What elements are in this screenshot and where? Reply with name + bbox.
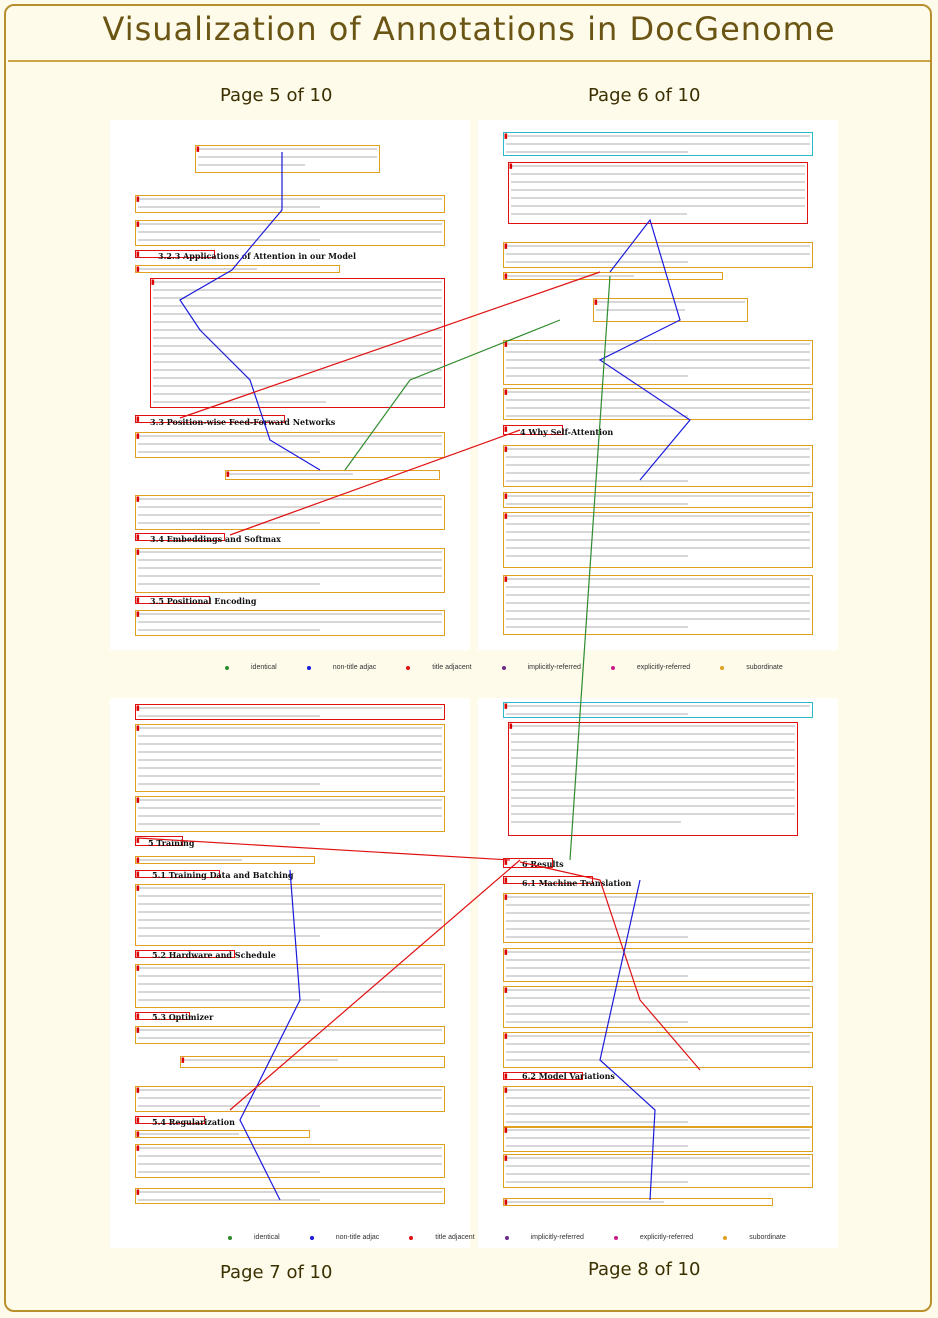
annotation-tag: ▮ (504, 986, 508, 994)
annotation-tag: ▮ (136, 950, 140, 958)
annotation-tag: ▮ (136, 195, 140, 203)
annotation-tag: ▮ (136, 870, 140, 878)
annotation-tag: ▮ (504, 575, 508, 583)
page-label-5: Page 5 of 10 (220, 85, 333, 106)
annotation-tag: ▮ (504, 702, 508, 710)
annotation-tag: ▮ (504, 1154, 508, 1162)
relation-link (138, 838, 510, 860)
section-heading: 5 Training (148, 838, 195, 848)
legend-label: subordinate (749, 1234, 786, 1241)
annotation-tag: ▮ (136, 533, 140, 541)
annotation-tag: ▮ (509, 162, 513, 170)
annotation-tag: ▮ (136, 250, 140, 258)
annotation-tag: ▮ (504, 445, 508, 453)
annotation-tag: ▮ (136, 1188, 140, 1196)
annotation-tag: ▮ (504, 948, 508, 956)
relation-link (232, 152, 282, 270)
annotation-tag: ▮ (136, 1130, 140, 1138)
section-heading: 6.1 Machine Translation (522, 878, 632, 888)
annotation-tag: ▮ (504, 340, 508, 348)
annotation-tag: ▮ (136, 964, 140, 972)
page-label-7: Page 7 of 10 (220, 1262, 333, 1283)
relation-link (345, 320, 560, 470)
section-heading: 6.2 Model Variations (522, 1071, 615, 1081)
relation-link (520, 862, 700, 1070)
section-heading: 3.5 Positional Encoding (150, 596, 257, 606)
relation-link (600, 220, 690, 480)
legend-label: subordinate (746, 664, 783, 671)
legend-label: implicitly-referred (527, 664, 581, 671)
annotation-tag: ▮ (594, 298, 598, 306)
relation-link (600, 880, 655, 1200)
annotation-tag: ▮ (504, 242, 508, 250)
legend-label: title adjacent (432, 664, 472, 671)
annotation-tag: ▮ (136, 1086, 140, 1094)
section-heading: 5.3 Optimizer (152, 1012, 214, 1022)
legend-label: title adjacent (435, 1234, 475, 1241)
legend-label: explicitly-referred (636, 664, 691, 671)
annotation-tag: ▮ (196, 145, 200, 153)
annotation-tag: ▮ (136, 856, 140, 864)
annotation-tag: ▮ (136, 432, 140, 440)
relation-link (230, 430, 520, 535)
section-heading: 5.4 Regularization (152, 1117, 235, 1127)
annotation-tag: ▮ (504, 1072, 508, 1080)
annotation-tag: ▮ (504, 858, 508, 866)
annotation-tag: ▮ (151, 278, 155, 286)
section-heading: 3.2.3 Applications of Attention in our Model (158, 251, 357, 261)
legend-label: identical (251, 664, 277, 671)
legend-label: implicitly-referred (530, 1234, 584, 1241)
legend-label: identical (254, 1234, 280, 1241)
section-heading: 5.1 Training Data and Batching (152, 870, 294, 880)
annotation-tag: ▮ (136, 1116, 140, 1124)
annotation-tag: ▮ (136, 495, 140, 503)
relation-link (230, 860, 520, 1110)
annotation-tag: ▮ (136, 796, 140, 804)
annotation-tag: ▮ (504, 1126, 508, 1134)
section-heading: 3.4 Embeddings and Softmax (150, 534, 281, 544)
annotation-tag: ▮ (504, 1032, 508, 1040)
annotation-tag: ▮ (504, 876, 508, 884)
annotation-tag: ▮ (136, 836, 140, 844)
annotation-tag: ▮ (504, 492, 508, 500)
legend-label: non-title adjac (332, 664, 377, 671)
relation-link (240, 870, 300, 1200)
section-heading: 3.3 Position-wise Feed-Forward Networks (150, 417, 336, 427)
relation-link (570, 276, 610, 860)
section-heading: 5.2 Hardware and Schedule (152, 950, 276, 960)
annotation-tag: ▮ (136, 220, 140, 228)
annotation-tag: ▮ (136, 704, 140, 712)
annotation-tag: ▮ (504, 272, 508, 280)
relation-link (180, 272, 600, 418)
annotation-tag: ▮ (136, 265, 140, 273)
annotation-tag: ▮ (504, 132, 508, 140)
legend-label: non-title adjac (335, 1234, 380, 1241)
annotation-tag: ▮ (504, 1086, 508, 1094)
annotation-tag: ▮ (181, 1056, 185, 1064)
relation-link (180, 270, 320, 470)
annotation-tag: ▮ (136, 1144, 140, 1152)
annotation-tag: ▮ (136, 1026, 140, 1034)
annotation-tag: ▮ (136, 1012, 140, 1020)
annotation-tag: ▮ (504, 893, 508, 901)
legend-label: explicitly-referred (639, 1234, 694, 1241)
section-heading: 4 Why Self-Attention (520, 427, 614, 437)
annotation-tag: ▮ (136, 548, 140, 556)
annotation-tag: ▮ (136, 724, 140, 732)
annotation-tag: ▮ (509, 722, 513, 730)
section-heading: 6 Results (522, 859, 564, 869)
annotation-tag: ▮ (226, 470, 230, 478)
page-label-6: Page 6 of 10 (588, 85, 701, 106)
page-label-8: Page 8 of 10 (588, 1259, 701, 1280)
annotation-tag: ▮ (136, 884, 140, 892)
annotation-tag: ▮ (136, 415, 140, 423)
annotation-tag: ▮ (504, 425, 508, 433)
annotation-tag: ▮ (504, 512, 508, 520)
annotation-tag: ▮ (504, 388, 508, 396)
annotation-tag: ▮ (136, 610, 140, 618)
annotation-tag: ▮ (136, 596, 140, 604)
main-title: Visualization of Annotations in DocGenome (102, 10, 836, 48)
annotation-tag: ▮ (504, 1198, 508, 1206)
